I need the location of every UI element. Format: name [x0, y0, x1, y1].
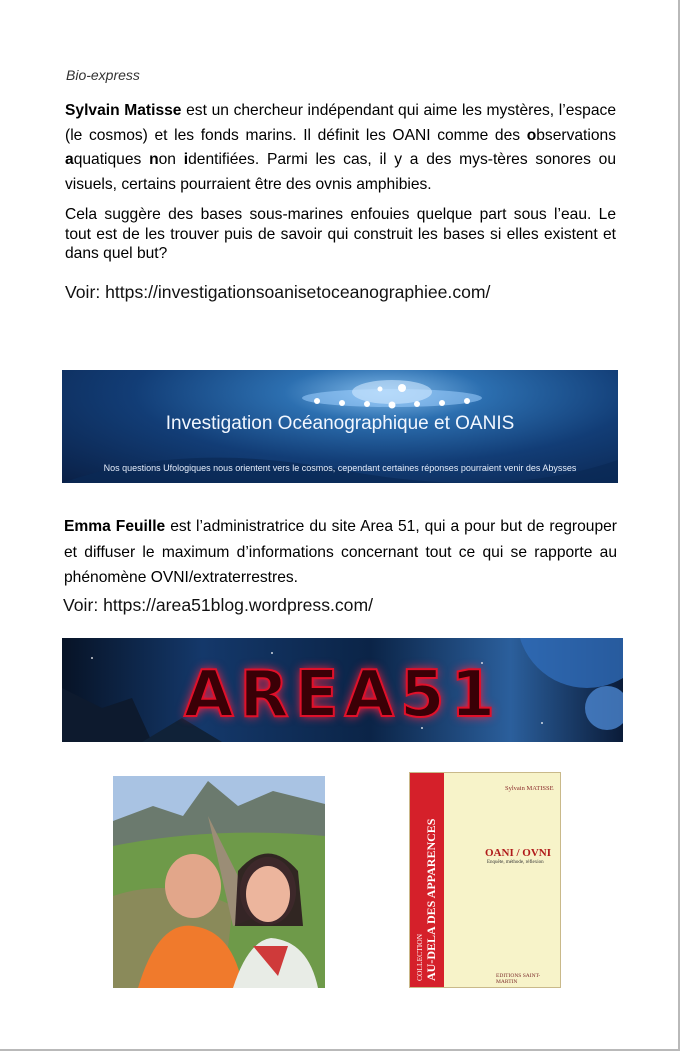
- bio-emma-paragraph: Emma Feuille est l’administratrice du site Area 51, qui a pour but de regrouper et diffuser le maximum d’informations concernant tout ce qui se rapporte au phénomène OVNI/extraterrestres.: [64, 518, 617, 586]
- bio-sylvain-paragraph: Sylvain Matisse est un chercheur indépendant qui aime les mystères, l’espace (le cosmos) et les fonds marins. Il définit les OANI comme des observations aquatiques non identifiées. Parmi les cas, il y a des mys-tères sonores ou visuels, certains pourraient être des ovnis amphibies.: [65, 102, 616, 193]
- book-publisher: EDITIONS SAINT-MARTIN: [496, 973, 541, 985]
- author-photo: [113, 776, 325, 988]
- book-collection: COLLECTION AU-DELA DES APPARENCES: [415, 818, 438, 981]
- area51-logo: AREA51: [183, 658, 502, 732]
- banner-investigation-oceanographique: [62, 370, 618, 483]
- book-cover: [409, 772, 561, 988]
- banner-area51: [62, 638, 623, 742]
- section-heading: Bio-express: [66, 67, 140, 83]
- bio-sylvain-paragraph-2: Cela suggère des bases sous-marines enfouies quelque part sous l’eau. Le tout est de les trouver puis de savoir qui construit les bases si elles existent et dans quel but?: [65, 206, 616, 262]
- banner1-subtitle: Nos questions Ufologiques nous orientent vers le cosmos, cependant certaines réponses pourraient venir des Abysses: [103, 463, 577, 473]
- book-subtitle: Enquête, méthode, réflexion: [487, 860, 544, 865]
- book-title: OANI / OVNI: [485, 847, 552, 859]
- link-sylvain-site[interactable]: Voir: https://investigationsoanisetoceanographiee.com/: [65, 282, 491, 302]
- book-author: Sylvain MATISSE: [505, 785, 554, 792]
- author-name-emma: Emma Feuille: [64, 518, 166, 535]
- link-area51-blog[interactable]: Voir: https://area51blog.wordpress.com/: [63, 595, 374, 615]
- banner1-title: Investigation Océanographique et OANIS: [165, 413, 515, 434]
- author-name-sylvain: Sylvain Matisse: [65, 102, 182, 119]
